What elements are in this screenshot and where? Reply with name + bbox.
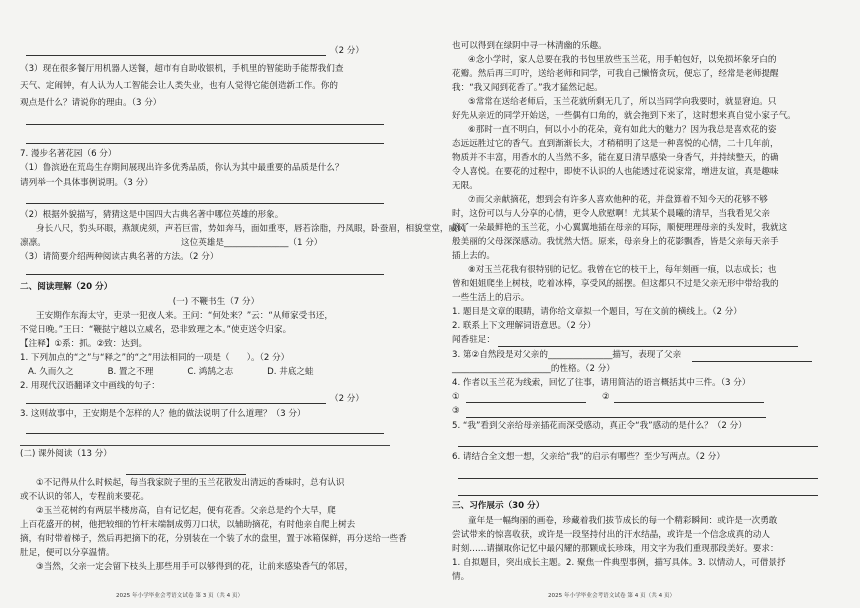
paragraph-8-line-2: 曾和姐姐爬坐上树枝，吃着冰棒，享受风的摇摆。但这都只不过是父亲无形中带给我的 [452, 279, 779, 289]
score-label: （2 分） [330, 46, 364, 56]
passage-2-continued: 也可以得到在绿阴中寻一林清幽的乐趣。 [452, 41, 607, 51]
essay-prompt-line-2: 尝试带来的惊喜收获，或许是一段坚持付出的汗水结晶，或许是一个信念成真的动人 [452, 530, 770, 540]
answer-line [26, 143, 384, 144]
question-7-3: （3）请简要介绍两种阅读古典名著的方法。（2 分） [20, 252, 219, 262]
question-7-2-line-2: 身长八尺，豹头环眼，燕颔虎须，声若巨雷，势如奔马，面如重枣，唇若涂脂，丹凤眼，卧蚕眉，相貌堂堂，威风 [36, 224, 466, 234]
paragraph-7-line-5: 插上去的。 [452, 251, 495, 261]
paragraph-8-line-3: 一些生活上的启示。 [452, 293, 530, 303]
reading-question-3: 3. 第②自然段是对父亲的_______________描写，表现了父亲 [452, 350, 682, 360]
option-d[interactable]: D. 井底之蛙 [267, 367, 314, 377]
question-1-options [28, 367, 420, 378]
passage-1-title: (一) 不鞭书生（7 分） [172, 297, 260, 307]
question-7-2-line-3: 凛凛。 [20, 238, 46, 248]
answer-line [458, 478, 818, 479]
answer-line [26, 403, 326, 404]
reading-question-1: 1. 题目是文章的眼睛，请你给文章拟一个题目，写在文前的横线上。（2 分） [452, 307, 742, 317]
reading-question-6: 6. 请结合全文想一想，父亲给“我”的启示有哪些？至少写两点。（2 分） [452, 452, 725, 462]
section-3-title: 三、习作展示（30 分） [452, 501, 545, 511]
paragraph-4-line-1: ④念小学时，家人总要在我的书包里放些玉兰花，用手帕包好，以免损坏象牙白的 [468, 55, 777, 65]
passage-2-line-1: ①不记得从什么时候起，每当我家院子里的玉兰花散发出清远的香味时，总有认识 [36, 478, 345, 488]
paragraph-6-line-2: 态远远胜过它的香气。直到渐渐长大，才稍稍明了这是一种喜悦的心情，二十几年前， [452, 139, 779, 149]
question-3-line-1: （3）现在很多餐厅用机器人送餐，超市有自助收银机，手机里的智能助手能帮我们查 [20, 64, 344, 74]
paragraph-4-line-3: 我：“我又闻到花香了。”我才猛然记起。 [452, 83, 603, 93]
passage-2-line-7: ③当然，父亲一定会留下枝头上那些用手可以够得到的花，让前来感染香气的邻居， [36, 562, 354, 572]
answer-line [26, 55, 326, 56]
paragraph-7-line-4: 般美丽的父母深深感动。我忧然大悟。原来，母亲身上的花影飘香，皆是父亲每天亲手 [452, 237, 779, 247]
reading-question-3-continued: _______________________的性格。（2 分） [452, 364, 615, 374]
paragraph-7-line-3: 摘了一朵最鲜艳的玉兰花，小心翼翼地插在母亲的耳际，顺便理理母亲的头发时，我就这 [452, 223, 788, 233]
option-b[interactable]: B. 置之不理 [107, 367, 154, 377]
passage-2-title: (二) 课外阅读（13 分） [20, 449, 112, 459]
answer-line [26, 274, 384, 275]
title-blank-line [126, 474, 246, 475]
passage-2-line-6: 肚足，便可以分享温情。 [20, 548, 115, 558]
section-2-title: 二、阅读理解（20 分） [20, 282, 113, 292]
question-7-2-answer: 这位英雄是_______________（1 分） [181, 238, 323, 248]
answer-line [498, 346, 798, 347]
option-c[interactable]: C. 鸿鹄之志 [187, 367, 234, 377]
question-1: 1. 下列加点的“之”与“释之”的“之”用法相同的一项是（ ）。（2 分） [20, 353, 290, 363]
page-footer: 2025 年小学毕业会考语文试卷 第 4 页（共 4 页） [548, 593, 676, 599]
question-7-2-line-1: （2）根据外貌描写，猜猜这是中国四大古典名著中哪位英雄的形象。 [20, 210, 284, 220]
answer-line [466, 402, 586, 403]
answer-line [458, 446, 818, 447]
question-3b: 3. 这则故事中，王安期是个怎样的人？他的做法说明了什么道理？（3 分） [20, 409, 306, 419]
page-4 [438, 0, 858, 608]
option-a[interactable]: A. 久而久之 [28, 367, 74, 377]
passage-1-line-2: 不觉日晚。”王曰：“鞭挞宁越以立威名，恐非致理之本。”使吏送令归家。 [20, 325, 292, 335]
section-divider [20, 445, 390, 446]
passage-2-line-4: 上百花盛开的树，他把较细的竹杆末端制成剪刀口状，以辅助摘花，有时他亲自爬上树去 [20, 520, 356, 530]
paragraph-5-line-1: ⑤常常在送给老师后，玉兰花就所剩无几了，所以当同学向我要时，就显窘迫。只 [468, 97, 777, 107]
question-7-1-line-1: （1）鲁滨逊在荒岛生存期间展现出许多优秀品质，你认为其中最重要的品质是什么？ [20, 163, 344, 173]
page-footer: 2025 年小学毕业会考语文试卷 第 3 页（共 4 页） [116, 593, 244, 599]
paragraph-8-line-1: ⑧对玉兰花我有很特别的记忆。我曾在它的枝干上，每年刻画一痕，以志成长；也 [468, 265, 777, 275]
mark-2: ② [602, 392, 610, 402]
passage-2-line-2: 或不认识的邻人，专程前来要花。 [20, 492, 149, 502]
question-7-1-line-2: 请列举一个具体事例说明。（3 分） [20, 178, 153, 188]
reading-question-4-mark-3: ③ [452, 406, 460, 416]
paragraph-6-line-1: ⑥那时一直不明白，何以小小的花朵，竟有如此大的魅力？因为我总是喜欢花的姿 [468, 125, 777, 135]
essay-prompt-line-4: 1. 自拟题目，突出成长主题。2. 聚焦一件典型事例，描写具体。3. 以情动人，可借景抒 [452, 558, 786, 568]
answer-line [26, 124, 384, 125]
question-3-line-2: 天气、定闹钟，有人认为人工智能会让人类失业，也有人觉得它能创造新工作。你的 [20, 81, 338, 91]
reading-question-2-word: 闻香驻足： [452, 335, 495, 345]
mark-1: ① [452, 392, 460, 402]
reading-question-5: 5. “我”看到父亲给母亲插花而深受感动，真正令“我”感动的是什么？（2 分） [452, 421, 747, 431]
paragraph-7-line-1: ⑦而父亲献摘花，想到会有许多人喜欢他种的花，并盘算着不知今天的花够不够 [468, 195, 768, 205]
answer-line [466, 417, 766, 418]
answer-line [692, 361, 812, 362]
paragraph-6-line-3: 物质并不丰富，用香水的人当然不多，能在夏日清早感染一身香气，并持续整天，的确 [452, 153, 779, 163]
paragraph-6-line-4: 令人喜悦。在要花的过程中，即使不认识的人也能透过花说家常，增进友谊，真是趣味 [452, 167, 779, 177]
essay-prompt-line-3: 时刻……请撷取你记忆中最闪耀的那颗成长珍珠，用文字为我们重现那段美好。要求： [452, 544, 779, 554]
reading-question-2: 2. 联系上下文理解词语意思。（2 分） [452, 321, 596, 331]
passage-2-line-5: 摘，有时带着梯子，然后再把摘下的花，分别装在一个装了水的盘里，置于冰箱保鲜，再分送给一些香 [20, 534, 407, 544]
answer-line [614, 402, 764, 403]
question-7-title: 7. 漫步名著花园（6 分） [20, 149, 117, 159]
paragraph-6-line-5: 无限。 [452, 181, 478, 191]
question-2: 2. 用现代汉语翻译文中画线的句子： [20, 381, 160, 391]
answer-line [458, 495, 818, 496]
answer-line [26, 433, 384, 434]
passage-2-line-3: ②玉兰花树约有两层半楼房高，自有记忆起，便有花香。父亲总是约个大早，爬 [36, 506, 336, 516]
passage-1-note: 【注释】①系：抓。②致：达到。 [20, 339, 148, 349]
paragraph-7-line-2: 时，这份可以与人分享的心情，更令人欣慰啊！尤其某个晨曦的清早，当我看见父亲 [452, 209, 770, 219]
paragraph-5-line-2: 好先从亲近的同学开始送，一些偶有口角的，就会拖到下来了，这时想来真自觉小家子气。 [452, 111, 796, 121]
essay-prompt-line-1: 童年是一幅绚丽的画卷，珍藏着我们拔节成长的每一个精彩瞬间：或许是一次勇敢 [468, 516, 778, 526]
question-2-score: （2 分） [330, 394, 364, 404]
passage-1-line-1: 王安期作东海太守，吏录一犯夜人来。王问：“何处来？”云：“从师家受书还， [36, 311, 333, 321]
essay-prompt-line-5: 情。 [452, 572, 470, 582]
paragraph-4-line-2: 花瓣。然后再三叮咛，送给老师和同学，可我自己懒惰贪玩，便忘了，经常是老师提醒 [452, 69, 779, 79]
question-3-line-3: 观点是什么？请说你的理由。（3 分） [20, 98, 162, 108]
reading-question-4: 4. 作者以玉兰花为线索，回忆了往事，请用简洁的语言概括其中三件。（3 分） [452, 378, 751, 388]
answer-line [26, 203, 384, 204]
